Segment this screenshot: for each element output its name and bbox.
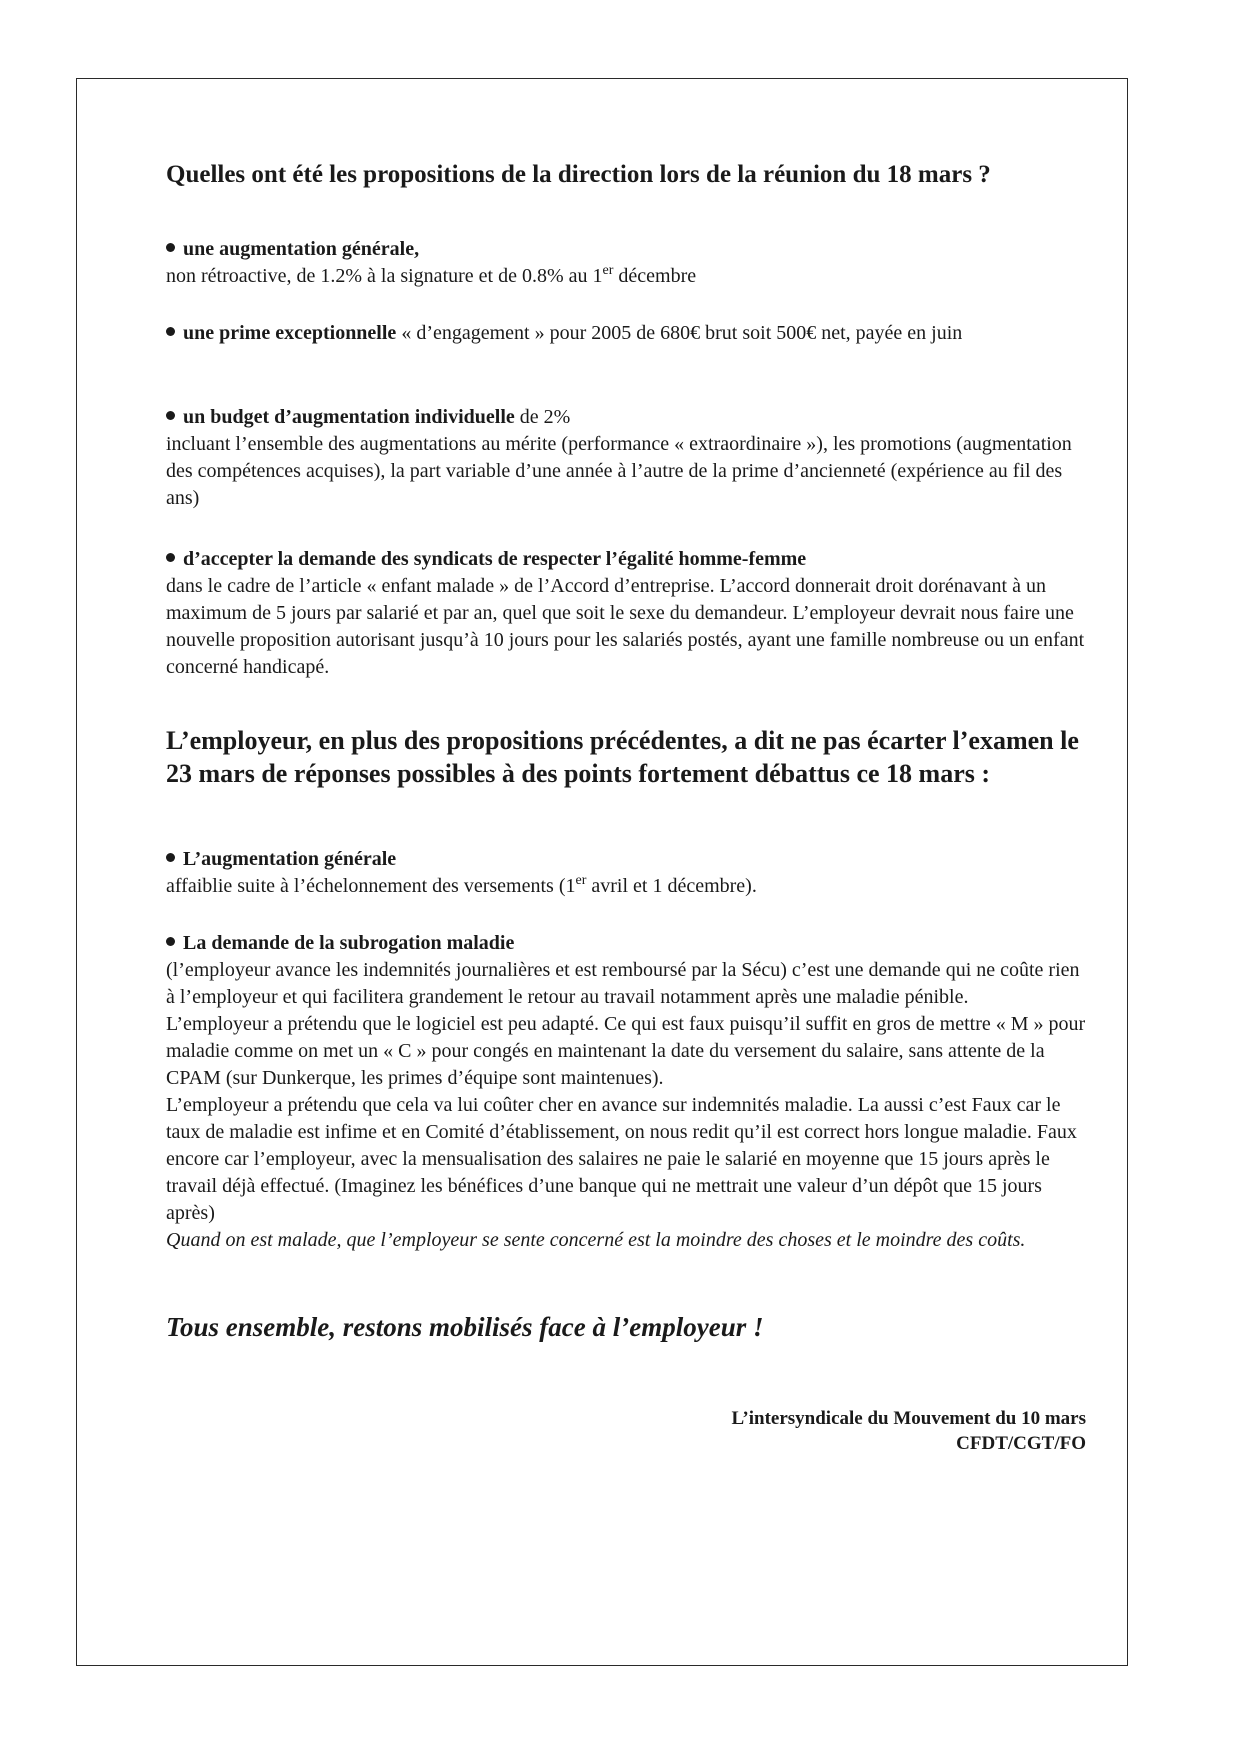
proposal-text: non rétroactive, de 1.2% à la signature et de 0.8% au 1 [166,265,603,287]
point-text: affaiblie suite à l’échelonnement des versements (1 [166,875,576,897]
point-title: La demande de la subrogation maladie [183,932,515,954]
bullet-icon [166,327,175,336]
proposal-text-tail: décembre [613,265,697,287]
section-employer [166,724,1086,790]
proposal-title-tail: de 2% [514,406,571,428]
bullet-icon [166,243,175,252]
proposal-title: un budget d’augmentation individuelle [183,406,515,428]
proposal-text: « d’engagement » pour 2005 de 680€ brut soit 500€ net, payée en juin [396,322,963,344]
signature-line-2: CFDT/CGT/FO [956,1433,1086,1454]
proposal-bonus [166,320,1086,347]
point-text-tail: avril et 1 décembre). [586,875,757,897]
point-subrogation [166,930,1086,1254]
bullet-icon [166,553,175,562]
signature [731,1406,1086,1456]
point-title: L’augmentation générale [183,848,397,870]
bullet-icon [166,937,175,946]
section-questions [166,158,1086,191]
proposal-text: dans le cadre de l’article « enfant malade » de l’Accord d’entreprise. L’accord donnerait droit dorénavant à un maximum de 5 jours par salarié et par an, quel que soit le sexe du demandeur. L’employeur devrait nous faire une nouvelle proposition autorisant jusqu’à 10 jours pour les salariés postés, ayant une famille nombreuse ou un enfant concerné handicapé. [166,575,1085,678]
proposal-title: une prime exceptionnelle [183,322,397,344]
proposal-equality [166,546,1086,681]
superscript: er [602,263,614,278]
proposal-individual-budget [166,404,1086,512]
proposal-title: d’accepter la demande des syndicats de respecter l’égalité homme-femme [183,548,807,570]
superscript: er [575,873,587,888]
closing-slogan: Tous ensemble, restons mobilisés face à l’employeur ! [166,1312,764,1342]
question-heading: Quelles ont été les propositions de la direction lors de la réunion du 18 mars ? [166,161,991,188]
italic-note: Quand on est malade, que l’employeur se sente concerné est la moindre des choses et le moindre des coûts. [166,1229,1026,1251]
point-paragraph-2: L’employeur a prétendu que le logiciel est peu adapté. Ce qui est faux puisqu’il suffit en gros de mettre « M » pour maladie comme on met un « C » pour congés en maintenant la date du versement du salaire, sans attente de la CPAM (sur Dunkerque, les primes d’équipe sont maintenues). [166,1013,1086,1089]
proposal-title: une augmentation générale, [183,238,420,260]
point-general-raise [166,846,1086,900]
point-paragraph-1: (l’employeur avance les indemnités journalières et est remboursé par la Sécu) c’est une demande qui ne coûte rien à l’employeur et qui facilitera grandement le retour au travail notamment après une maladie pénible. [166,959,1080,1008]
bullet-icon [166,853,175,862]
point-paragraph-3: L’employeur a prétendu que cela va lui coûter cher en avance sur indemnités maladie. La aussi c’est Faux car le taux de maladie est infime et en Comité d’établissement, on nous redit qu’il est correct hors longue maladie. Faux encore car l’employeur, avec la mensualisation des salaires ne paie le salarié en moyenne que 15 jours après le travail déjà effectué. (Imaginez les bénéfices d’une banque qui ne mettrait une valeur d’un dépôt que 15 jours après) [166,1094,1077,1224]
bullet-icon [166,411,175,420]
proposal-text: incluant l’ensemble des augmentations au mérite (performance « extraordinaire »), les promotions (augmentation des compétences acquises), la part variable d’une année à l’autre de la prime d’ancienneté (expérience au fil des ans) [166,433,1072,509]
employer-heading: L’employeur, en plus des propositions précédentes, a dit ne pas écarter l’examen le 23 mars de réponses possibles à des points fortement débattus ce 18 mars : [166,726,1079,788]
proposal-general-raise [166,236,1086,290]
signature-line-1: L’intersyndicale du Mouvement du 10 mars [731,1408,1086,1429]
